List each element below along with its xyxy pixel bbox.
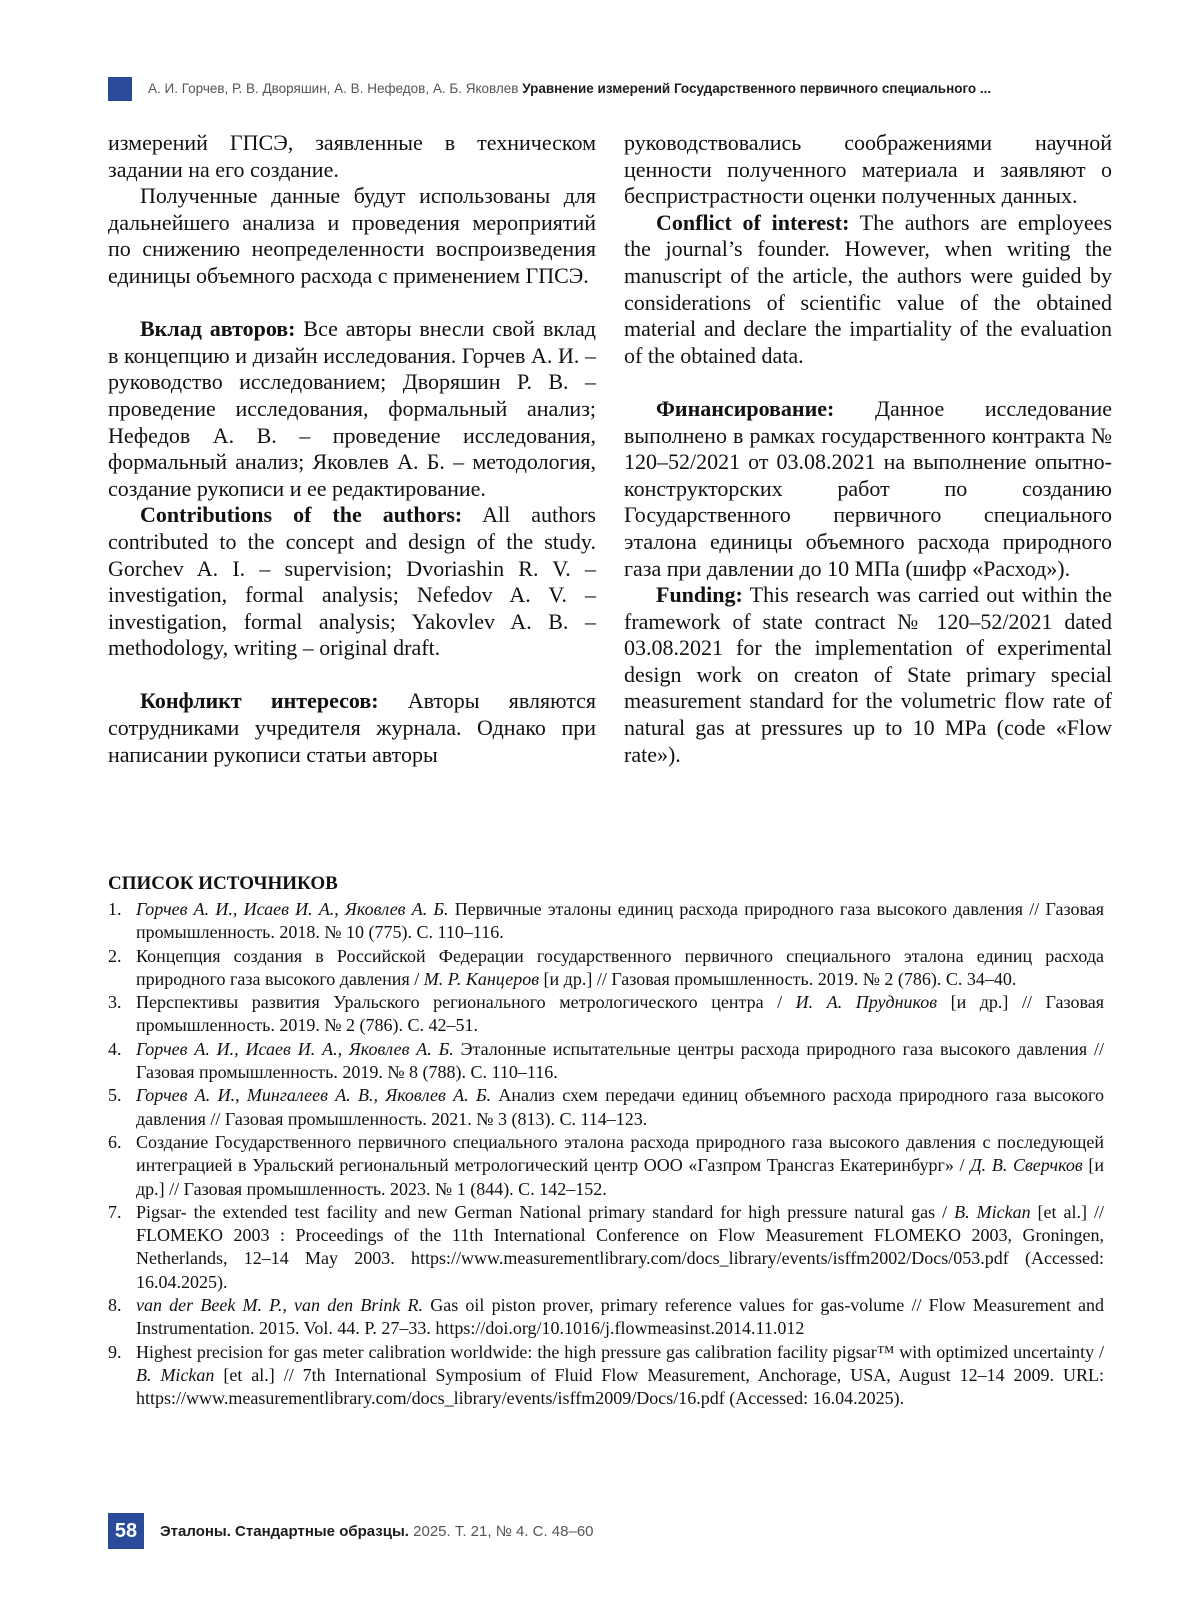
right-column [624,130,1112,768]
reference-text: Highest precision for gas meter calibration worldwide: the high pressure gas calibration facility pigsar™ with optimized uncertainty / [136,1341,1104,1362]
reference-number: 5. [108,1085,122,1106]
reference-editor: B. Mickan [954,1201,1031,1222]
conflict-en [624,210,1112,370]
conflict-ru-label: Конфликт интересов: [140,688,379,714]
reference-text: Концепция создания в Российской Федерации государственного первичного специального эталона единиц расхода природного газа высокого давления / [136,945,1104,989]
references-title: СПИСОК ИСТОЧНИКОВ [108,873,338,894]
reference-text: Создание Государственного первичного специального эталона расхода природного газа высокого давления с последующей интеграцией в Уральский региональный метрологический центр ООО «Газпром Трансгаз Екатеринбург» / [136,1131,1104,1176]
reference-authors: Горчев А. И., Исаев И. А., Яковлев А. Б. [136,1038,454,1059]
conflict-en-label: Conflict of interest: [656,209,850,235]
reference-text: Эталонные испытательные центры расхода природного газа высокого давления // Газовая промышленность. 2019. № 8 (788). С. 110–116. [136,1038,1104,1083]
reference-details: [et al.] // 7th International Symposium of Fluid Flow Measurement, Anchorage, USA, August 12–14 2009. URL: https://www.measurementlibrary.com/docs_library/events/isffm2009/Docs/16.pdf (Accessed: 16.04.2025). [136,1364,1105,1409]
header-authors: А. И. Горчев, Р. В. Дворяшин, А. В. Нефедов, А. Б. Яковлев [148,81,519,96]
conflict-ru-text: Авторы являются сотрудниками учредителя журнала. Однако при написании рукописи статьи авторы [108,688,596,767]
reference-authors: van der Beek M. P., van den Brink R. [136,1295,424,1316]
reference-text: Gas oil piston prover, primary reference values for gas-volume // Flow Measurement and Instrumentation. 2015. Vol. 44. P. 27–33. https://doi.org/10.1016/j.flowmeasinst.2014.11.012 [136,1295,1104,1339]
references-section [108,872,1104,1411]
funding-en [624,582,1112,768]
reference-text: Pigsar- the extended test facility and new German National primary standard for high pressure natural gas / [136,1201,955,1222]
funding-ru [624,396,1112,582]
contributions-ru-label: Вклад авторов: [140,316,296,342]
reference-editor: М. Р. Канцеров [423,968,540,989]
reference-details: [и др.] // Газовая промышленность. 2019. № 2 (786). С. 42–51. [136,992,1105,1036]
reference-authors: Горчев А. И., Исаев И. А., Яковлев А. Б. [136,899,449,919]
reference-number: 9. [108,1341,122,1362]
reference-editor: Д. В. Сверчков [970,1155,1083,1176]
page-number: 58 [108,1513,144,1549]
conflict-ru [108,688,596,768]
header-accent-square [108,77,132,101]
reference-number: 4. [108,1038,122,1059]
reference-text: Анализ схем передачи единиц объемного расхода природного газа высокого давления // Газовая промышленность. 2021. № 3 (813). С. 114–123. [136,1085,1104,1129]
reference-details: [et al.] // FLOMEKO 2003 : Proceedings of the 11th International Conference on Flow Measurement FLOMEKO 2003, Groningen, Netherlands, 12–14 May 2003. https://www.measurementlibrary.com/docs_library/events/isffm2002/Docs/053.pdf (Accessed: 16.04.2025). [136,1201,1104,1292]
page-footer [108,1513,808,1549]
funding-ru-label: Финансирование: [656,395,835,421]
reference-number: 2. [108,945,122,966]
header-text [148,79,1108,99]
reference-text: Перспективы развития Уральского регионального метрологического центра / [136,992,796,1013]
reference-details: [и др.] // Газовая промышленность. 2019. № 2 (786). С. 34–40. [539,968,1017,989]
funding-ru-text: Данное исследование выполнено в рамках государственного контракта № 120–52/2021 от 03.08.2021 на выполнение опытно-конструкторских работ по созданию Государственного первичного специального эталона единицы объемного расхода природного газа при давлении до 10 МПа (шифр «Расход»). [624,395,1112,581]
reference-item [108,1341,1104,1411]
funding-en-label: Funding: [656,582,743,608]
reference-item [108,945,1104,992]
reference-item [108,898,1104,945]
contributions-en [108,502,596,662]
reference-item [108,1038,1104,1085]
reference-item [108,1084,1104,1131]
footer-journal-name: Эталоны. Стандартные образцы. [160,1523,409,1540]
reference-item [108,991,1104,1038]
header-article-title: Уравнение измерений Государственного первичного специального ... [522,81,992,96]
reference-number: 7. [108,1201,122,1222]
contributions-ru-text: Все авторы внесли свой вклад в концепцию и дизайн исследования. Горчев А. И. – руководство исследованием; Дворяшин Р. В. – проведение исследования, формальный анализ; Нефедов А. В. – проведение исследования, формальный анализ; Яковлев А. Б. – методология, создание рукописи и ее редактирование. [108,316,597,501]
reference-editor: B. Mickan [136,1364,215,1385]
reference-number: 6. [108,1131,122,1152]
reference-authors: Горчев А. И., Мингалеев А. В., Яковлев А. Б. [136,1085,492,1106]
reference-details: [и др.] // Газовая промышленность. 2023. № 1 (844). С. 142–152. [136,1155,1104,1199]
contributions-en-text: All authors contributed to the concept and design of the study. Gorchev A. I. – supervision; Dvoriashin R. V. – investigation, formal analysis; Nefedov A. V. – investigation, formal analysis; Yakovlev A. B. – methodology, writing – original draft. [108,502,596,661]
reference-item [108,1294,1104,1341]
reference-number: 1. [108,899,122,919]
conflict-en-text: The authors are employees the journal’s founder. However, when writing the manuscript of the article, the authors were guided by considerations of scientific value of the obtained material and declare the impartiality of the evaluation of the obtained data. [624,209,1113,368]
reference-number: 8. [108,1295,122,1316]
references-list [108,898,1104,1411]
reference-number: 3. [108,992,122,1013]
contributions-ru [108,316,596,502]
reference-item [108,1131,1104,1201]
footer-issue: 2025. Т. 21, № 4. С. 48–60 [408,1523,594,1540]
running-header [108,77,1098,101]
reference-text: Первичные эталоны единиц расхода природного газа высокого давления // Газовая промышленность. 2018. № 10 (775). С. 110–116. [136,899,1104,943]
contributions-en-label: Contributions of the authors: [140,502,463,528]
reference-editor: И. А. Прудников [795,992,938,1013]
conflict-ru-continuation: руководствовались соображениями научной ценности полученного материала и заявляют о беспристрастности оценки полученных данных. [624,130,1112,209]
reference-item [108,1201,1104,1294]
left-column [108,130,596,768]
paragraph-data-usage: Полученные данные будут использованы для дальнейшего анализа и проведения мероприятий по снижению неопределенности воспроизведения единицы объемного расхода с применением ГПСЭ. [108,183,596,288]
footer-journal-info [160,1522,594,1542]
paragraph-continuation: измерений ГПСЭ, заявленные в техническом задании на его создание. [108,130,596,182]
funding-en-text: This research was carried out within the framework of state contract № 120–52/2021 dated 03.08.2021 for the implementation of experimental design work on creaton of State primary special measurement standard for the volumetric flow rate of natural gas at pressures up to 10 MPa (code «Flow rate»). [624,582,1112,767]
